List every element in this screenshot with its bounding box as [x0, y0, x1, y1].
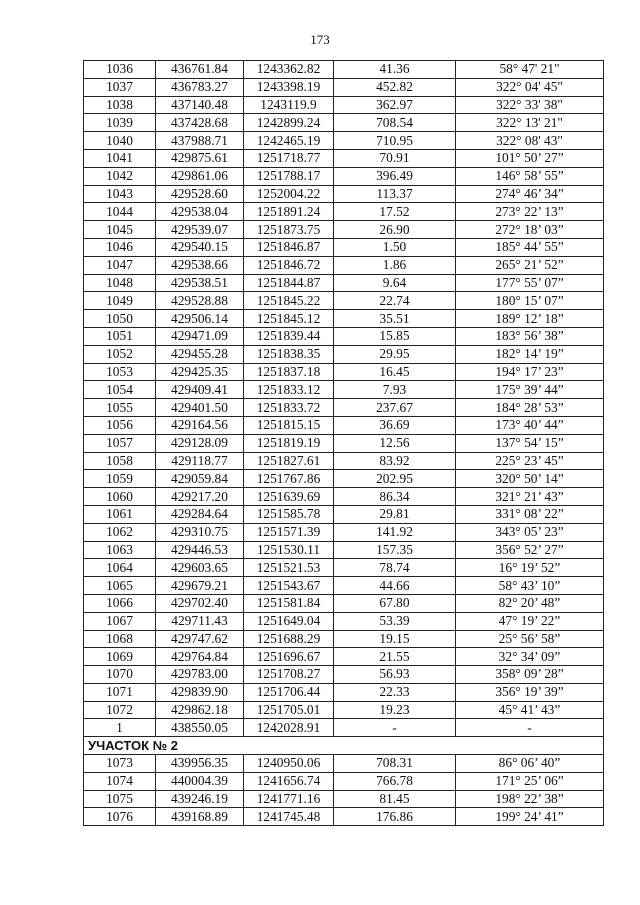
y-coordinate-cell: 1251788.17: [244, 167, 334, 185]
table-row: [84, 523, 604, 541]
bearing-cell: 189° 12’ 18”: [456, 310, 604, 328]
table-row: [84, 808, 604, 826]
y-coordinate-cell: 1251838.35: [244, 345, 334, 363]
bearing-cell: 322° 13' 21": [456, 114, 604, 132]
point-number-cell: 1043: [84, 185, 156, 203]
point-number-cell: 1045: [84, 221, 156, 239]
y-coordinate-cell: 1251639.69: [244, 488, 334, 506]
point-number-cell: 1071: [84, 683, 156, 701]
table-row: [84, 666, 604, 684]
bearing-cell: 356° 19’ 39”: [456, 683, 604, 701]
bearing-cell: 320° 50’ 14”: [456, 470, 604, 488]
bearing-cell: 358° 09’ 28”: [456, 666, 604, 684]
y-coordinate-cell: 1240950.06: [244, 755, 334, 773]
bearing-cell: -: [456, 719, 604, 737]
length-cell: 44.66: [334, 577, 456, 595]
point-number-cell: 1070: [84, 666, 156, 684]
x-coordinate-cell: 429409.41: [156, 381, 244, 399]
bearing-cell: 16° 19’ 52”: [456, 559, 604, 577]
table-row: [84, 292, 604, 310]
x-coordinate-cell: 429539.07: [156, 221, 244, 239]
bearing-cell: 199° 24’ 41”: [456, 808, 604, 826]
length-cell: 26.90: [334, 221, 456, 239]
y-coordinate-cell: 1251705.01: [244, 701, 334, 719]
x-coordinate-cell: 429128.09: [156, 434, 244, 452]
length-cell: 78.74: [334, 559, 456, 577]
point-number-cell: 1044: [84, 203, 156, 221]
table-row: [84, 149, 604, 167]
y-coordinate-cell: 1251706.44: [244, 683, 334, 701]
point-number-cell: 1037: [84, 78, 156, 96]
section-title: УЧАСТОК № 2: [84, 737, 604, 755]
x-coordinate-cell: 438550.05: [156, 719, 244, 737]
table-row: [84, 470, 604, 488]
length-cell: 7.93: [334, 381, 456, 399]
length-cell: 15.85: [334, 327, 456, 345]
bearing-cell: 198° 22’ 38”: [456, 790, 604, 808]
length-cell: 1.50: [334, 238, 456, 256]
point-number-cell: 1073: [84, 755, 156, 773]
point-number-cell: 1051: [84, 327, 156, 345]
bearing-cell: 185° 44’ 55”: [456, 238, 604, 256]
bearing-cell: 225° 23’ 45”: [456, 452, 604, 470]
x-coordinate-cell: 429310.75: [156, 523, 244, 541]
y-coordinate-cell: 1251833.12: [244, 381, 334, 399]
x-coordinate-cell: 429702.40: [156, 594, 244, 612]
table-row: [84, 78, 604, 96]
bearing-cell: 272° 18’ 03”: [456, 221, 604, 239]
table-body-part-1: [84, 61, 604, 737]
y-coordinate-cell: 1251708.27: [244, 666, 334, 684]
x-coordinate-cell: 429861.06: [156, 167, 244, 185]
bearing-cell: 86° 06’ 40”: [456, 755, 604, 773]
table-row: [84, 559, 604, 577]
y-coordinate-cell: 1251530.11: [244, 541, 334, 559]
table-row: [84, 238, 604, 256]
length-cell: 176.86: [334, 808, 456, 826]
y-coordinate-cell: 1243362.82: [244, 61, 334, 79]
point-number-cell: 1056: [84, 416, 156, 434]
x-coordinate-cell: 429711.43: [156, 612, 244, 630]
x-coordinate-cell: 429540.15: [156, 238, 244, 256]
point-number-cell: 1055: [84, 399, 156, 417]
table-row: [84, 594, 604, 612]
table-row: [84, 755, 604, 773]
length-cell: 396.49: [334, 167, 456, 185]
table-row: [84, 381, 604, 399]
length-cell: 53.39: [334, 612, 456, 630]
point-number-cell: 1069: [84, 648, 156, 666]
x-coordinate-cell: 429401.50: [156, 399, 244, 417]
x-coordinate-cell: 429528.88: [156, 292, 244, 310]
x-coordinate-cell: 429783.00: [156, 666, 244, 684]
table-row: [84, 790, 604, 808]
length-cell: 710.95: [334, 132, 456, 150]
y-coordinate-cell: 1251819.19: [244, 434, 334, 452]
point-number-cell: 1064: [84, 559, 156, 577]
bearing-cell: 45° 41’ 43”: [456, 701, 604, 719]
table-row: [84, 96, 604, 114]
bearing-cell: 82° 20’ 48”: [456, 594, 604, 612]
x-coordinate-cell: 429284.64: [156, 505, 244, 523]
table-row: [84, 274, 604, 292]
x-coordinate-cell: 439168.89: [156, 808, 244, 826]
table-row: [84, 363, 604, 381]
point-number-cell: 1065: [84, 577, 156, 595]
bearing-cell: 58° 47' 21": [456, 61, 604, 79]
point-number-cell: 1: [84, 719, 156, 737]
page-number: 173: [310, 32, 330, 47]
bearing-cell: 322° 33' 38": [456, 96, 604, 114]
y-coordinate-cell: 1251844.87: [244, 274, 334, 292]
x-coordinate-cell: 429862.18: [156, 701, 244, 719]
x-coordinate-cell: 429059.84: [156, 470, 244, 488]
bearing-cell: 47° 19’ 22”: [456, 612, 604, 630]
length-cell: 36.69: [334, 416, 456, 434]
y-coordinate-cell: 1251585.78: [244, 505, 334, 523]
point-number-cell: 1062: [84, 523, 156, 541]
table-row: [84, 132, 604, 150]
table-row: [84, 577, 604, 595]
length-cell: 22.74: [334, 292, 456, 310]
length-cell: 237.67: [334, 399, 456, 417]
point-number-cell: 1039: [84, 114, 156, 132]
x-coordinate-cell: 429528.60: [156, 185, 244, 203]
x-coordinate-cell: 439956.35: [156, 755, 244, 773]
table-row: [84, 452, 604, 470]
length-cell: 708.31: [334, 755, 456, 773]
y-coordinate-cell: 1242899.24: [244, 114, 334, 132]
bearing-cell: 265° 21’ 52”: [456, 256, 604, 274]
y-coordinate-cell: 1251846.72: [244, 256, 334, 274]
y-coordinate-cell: 1251846.87: [244, 238, 334, 256]
bearing-cell: 175° 39’ 44”: [456, 381, 604, 399]
bearing-cell: 25° 56’ 58”: [456, 630, 604, 648]
bearing-cell: 177° 55’ 07”: [456, 274, 604, 292]
bearing-cell: 194° 17’ 23”: [456, 363, 604, 381]
y-coordinate-cell: 1241656.74: [244, 772, 334, 790]
length-cell: 29.81: [334, 505, 456, 523]
bearing-cell: 274° 46’ 34”: [456, 185, 604, 203]
y-coordinate-cell: 1251649.04: [244, 612, 334, 630]
length-cell: 452.82: [334, 78, 456, 96]
y-coordinate-cell: 1251833.72: [244, 399, 334, 417]
length-cell: 19.23: [334, 701, 456, 719]
point-number-cell: 1066: [84, 594, 156, 612]
point-number-cell: 1076: [84, 808, 156, 826]
x-coordinate-cell: 429455.28: [156, 345, 244, 363]
bearing-cell: 182° 14’ 19”: [456, 345, 604, 363]
y-coordinate-cell: 1251845.22: [244, 292, 334, 310]
x-coordinate-cell: 429538.04: [156, 203, 244, 221]
length-cell: 81.45: [334, 790, 456, 808]
y-coordinate-cell: 1251521.53: [244, 559, 334, 577]
table-row: [84, 719, 604, 737]
x-coordinate-cell: 429164.56: [156, 416, 244, 434]
x-coordinate-cell: 436761.84: [156, 61, 244, 79]
bearing-cell: 321° 21’ 43”: [456, 488, 604, 506]
x-coordinate-cell: 429425.35: [156, 363, 244, 381]
point-number-cell: 1053: [84, 363, 156, 381]
length-cell: 12.56: [334, 434, 456, 452]
bearing-cell: 58° 43’ 10”: [456, 577, 604, 595]
table-row: [84, 61, 604, 79]
x-coordinate-cell: 429118.77: [156, 452, 244, 470]
x-coordinate-cell: 429538.51: [156, 274, 244, 292]
table-row: [84, 701, 604, 719]
table-row: [84, 114, 604, 132]
bearing-cell: 137° 54’ 15”: [456, 434, 604, 452]
table-row: [84, 772, 604, 790]
bearing-cell: 322° 08' 43": [456, 132, 604, 150]
length-cell: 766.78: [334, 772, 456, 790]
point-number-cell: 1050: [84, 310, 156, 328]
length-cell: 141.92: [334, 523, 456, 541]
point-number-cell: 1061: [84, 505, 156, 523]
point-number-cell: 1040: [84, 132, 156, 150]
table-row: [84, 683, 604, 701]
y-coordinate-cell: 1251845.12: [244, 310, 334, 328]
table-row: [84, 612, 604, 630]
x-coordinate-cell: 437988.71: [156, 132, 244, 150]
length-cell: 17.52: [334, 203, 456, 221]
bearing-cell: 331° 08’ 22”: [456, 505, 604, 523]
bearing-cell: 146° 58’ 55”: [456, 167, 604, 185]
x-coordinate-cell: 429217.20: [156, 488, 244, 506]
bearing-cell: 343° 05’ 23”: [456, 523, 604, 541]
point-number-cell: 1036: [84, 61, 156, 79]
bearing-cell: 184° 28’ 53”: [456, 399, 604, 417]
bearing-cell: 173° 40’ 44”: [456, 416, 604, 434]
y-coordinate-cell: 1242028.91: [244, 719, 334, 737]
x-coordinate-cell: 437140.48: [156, 96, 244, 114]
y-coordinate-cell: 1251571.39: [244, 523, 334, 541]
x-coordinate-cell: 429679.21: [156, 577, 244, 595]
table-row: [84, 256, 604, 274]
length-cell: 41.36: [334, 61, 456, 79]
coordinates-table: [83, 60, 604, 826]
x-coordinate-cell: 429839.90: [156, 683, 244, 701]
table-row: [84, 416, 604, 434]
length-cell: 83.92: [334, 452, 456, 470]
length-cell: 86.34: [334, 488, 456, 506]
length-cell: 29.95: [334, 345, 456, 363]
length-cell: 157.35: [334, 541, 456, 559]
x-coordinate-cell: 429875.61: [156, 149, 244, 167]
length-cell: 35.51: [334, 310, 456, 328]
point-number-cell: 1052: [84, 345, 156, 363]
table-row: [84, 185, 604, 203]
length-cell: 19.15: [334, 630, 456, 648]
table-row: [84, 327, 604, 345]
length-cell: 16.45: [334, 363, 456, 381]
point-number-cell: 1057: [84, 434, 156, 452]
y-coordinate-cell: 1251688.29: [244, 630, 334, 648]
bearing-cell: 183° 56’ 38”: [456, 327, 604, 345]
x-coordinate-cell: 429603.65: [156, 559, 244, 577]
table-body-part-2: [84, 755, 604, 826]
y-coordinate-cell: 1251767.86: [244, 470, 334, 488]
table-row: [84, 505, 604, 523]
point-number-cell: 1048: [84, 274, 156, 292]
length-cell: 1.86: [334, 256, 456, 274]
bearing-cell: 101° 50’ 27”: [456, 149, 604, 167]
table-row: [84, 541, 604, 559]
point-number-cell: 1054: [84, 381, 156, 399]
bearing-cell: 171° 25’ 06”: [456, 772, 604, 790]
length-cell: 708.54: [334, 114, 456, 132]
bearing-cell: 356° 52’ 27”: [456, 541, 604, 559]
length-cell: 9.64: [334, 274, 456, 292]
y-coordinate-cell: 1243119.9: [244, 96, 334, 114]
bearing-cell: 180° 15’ 07”: [456, 292, 604, 310]
point-number-cell: 1038: [84, 96, 156, 114]
table-row: [84, 648, 604, 666]
x-coordinate-cell: 436783.27: [156, 78, 244, 96]
y-coordinate-cell: 1251839.44: [244, 327, 334, 345]
y-coordinate-cell: 1251815.15: [244, 416, 334, 434]
point-number-cell: 1047: [84, 256, 156, 274]
bearing-cell: 32° 34’ 09”: [456, 648, 604, 666]
table-row: [84, 488, 604, 506]
length-cell: 113.37: [334, 185, 456, 203]
y-coordinate-cell: 1251581.84: [244, 594, 334, 612]
length-cell: 22.33: [334, 683, 456, 701]
x-coordinate-cell: 440004.39: [156, 772, 244, 790]
point-number-cell: 1075: [84, 790, 156, 808]
point-number-cell: 1041: [84, 149, 156, 167]
point-number-cell: 1058: [84, 452, 156, 470]
y-coordinate-cell: 1241745.48: [244, 808, 334, 826]
length-cell: -: [334, 719, 456, 737]
point-number-cell: 1046: [84, 238, 156, 256]
bearing-cell: 273° 22’ 13”: [456, 203, 604, 221]
point-number-cell: 1067: [84, 612, 156, 630]
point-number-cell: 1068: [84, 630, 156, 648]
bearing-cell: 322° 04' 45": [456, 78, 604, 96]
x-coordinate-cell: 429446.53: [156, 541, 244, 559]
table-row: [84, 221, 604, 239]
table-row: [84, 399, 604, 417]
y-coordinate-cell: 1251543.67: [244, 577, 334, 595]
table-row: [84, 345, 604, 363]
table-row: [84, 203, 604, 221]
section-header-body: [84, 737, 604, 755]
x-coordinate-cell: 437428.68: [156, 114, 244, 132]
y-coordinate-cell: 1243398.19: [244, 78, 334, 96]
section-header-row: [84, 737, 604, 755]
table-row: [84, 310, 604, 328]
y-coordinate-cell: 1251891.24: [244, 203, 334, 221]
length-cell: 67.80: [334, 594, 456, 612]
y-coordinate-cell: 1252004.22: [244, 185, 334, 203]
length-cell: 56.93: [334, 666, 456, 684]
x-coordinate-cell: 429764.84: [156, 648, 244, 666]
y-coordinate-cell: 1251827.61: [244, 452, 334, 470]
x-coordinate-cell: 429506.14: [156, 310, 244, 328]
point-number-cell: 1060: [84, 488, 156, 506]
table-row: [84, 167, 604, 185]
point-number-cell: 1063: [84, 541, 156, 559]
table-row: [84, 434, 604, 452]
y-coordinate-cell: 1242465.19: [244, 132, 334, 150]
point-number-cell: 1072: [84, 701, 156, 719]
point-number-cell: 1042: [84, 167, 156, 185]
point-number-cell: 1059: [84, 470, 156, 488]
y-coordinate-cell: 1251696.67: [244, 648, 334, 666]
x-coordinate-cell: 429747.62: [156, 630, 244, 648]
length-cell: 362.97: [334, 96, 456, 114]
x-coordinate-cell: 429538.66: [156, 256, 244, 274]
y-coordinate-cell: 1251873.75: [244, 221, 334, 239]
length-cell: 202.95: [334, 470, 456, 488]
length-cell: 21.55: [334, 648, 456, 666]
y-coordinate-cell: 1241771.16: [244, 790, 334, 808]
y-coordinate-cell: 1251718.77: [244, 149, 334, 167]
x-coordinate-cell: 429471.09: [156, 327, 244, 345]
point-number-cell: 1074: [84, 772, 156, 790]
length-cell: 70.91: [334, 149, 456, 167]
x-coordinate-cell: 439246.19: [156, 790, 244, 808]
point-number-cell: 1049: [84, 292, 156, 310]
y-coordinate-cell: 1251837.18: [244, 363, 334, 381]
table-row: [84, 630, 604, 648]
